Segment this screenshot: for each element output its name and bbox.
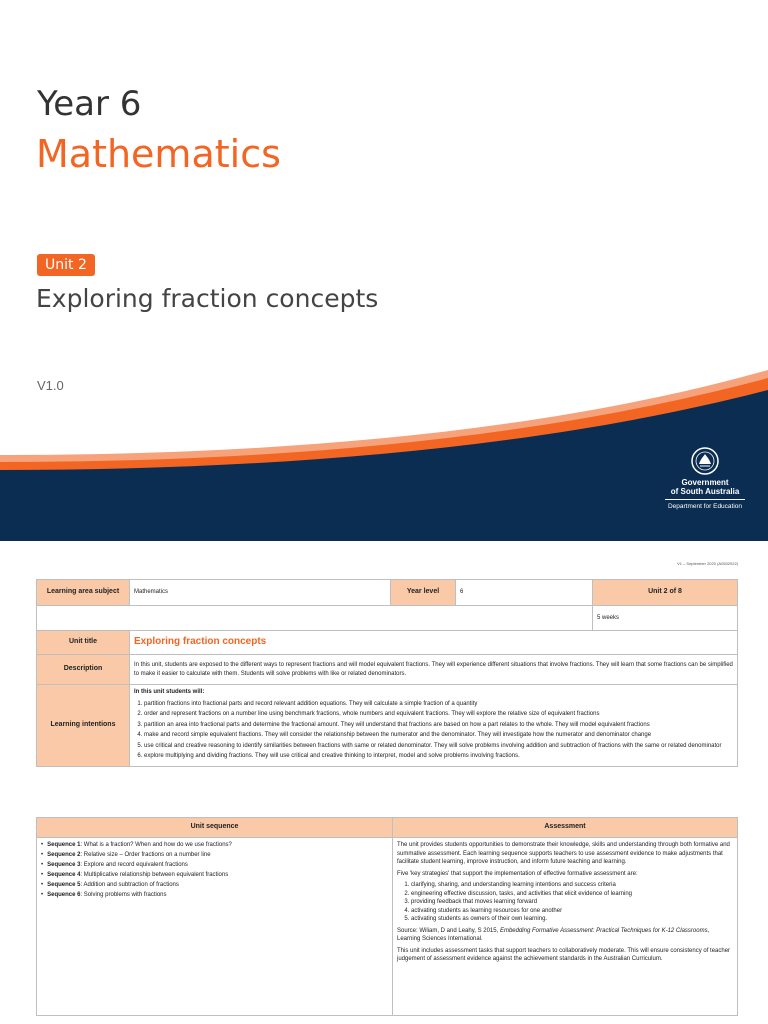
unit-plan-table: [36, 579, 738, 767]
list-item: 2. order and represent fractions on a number line using benchmark fractions, whole numbers and equivalent fractions. They will explore the relative size of equivalent fractions: [144, 710, 733, 719]
assessment-header: Assessment: [393, 818, 738, 838]
sequence-cell: [37, 838, 393, 1016]
list-item: 5. activating students as owners of their own learning.: [411, 915, 733, 924]
learning-intentions-label: Learning intentions: [37, 685, 130, 767]
subject-heading: Mathematics: [36, 132, 281, 176]
crest-icon: [690, 446, 720, 476]
list-item: 5. use critical and creative reasoning to identify similarities between fractions with same or related denominator. They will solve problems involving addition and subtraction of fractions with the same or related denominator: [144, 742, 733, 751]
list-item: 3. partition an area into fractional parts and determine the fractional amount. They will understand that fractions are based on how a part relates to the whole. They will model equivalent fractions: [144, 721, 733, 730]
list-item: • Sequence 3: Explore and record equivalent fractions: [41, 861, 388, 870]
cover-wave-graphic: [0, 360, 768, 541]
list-item: • Sequence 4: Multiplicative relationship between equivalent fractions: [41, 871, 388, 880]
list-item: 4. activating students as learning resources for one another: [411, 907, 733, 916]
assessment-paragraph-2: Five 'key strategies' that support the implementation of effective formative assessment are:: [397, 870, 638, 877]
sequence-assessment-table: [36, 817, 738, 1016]
government-logo: [665, 446, 745, 511]
source-citation: Source: Wiliam, D and Leahy, S 2015, Embedding Formative Assessment: Practical Techniques for K-12 Classrooms, Learning Sciences International.: [397, 927, 710, 942]
unit-title-value: Exploring fraction concepts: [130, 631, 738, 655]
assessment-paragraph-1: The unit provides students opportunities to demonstrate their knowledge, skills and understanding through both formative and summative assessment. Each learning sequence supports teachers to use assessment evidence to make adjustments that facilitate student learning, improve instruction, and inform future teaching and learning.: [397, 842, 730, 865]
learning-area-label: Learning area subject: [37, 580, 130, 606]
gov-line-1: Government: [681, 478, 729, 487]
list-item: • Sequence 1: What is a fraction? When and how do we use fractions?: [41, 841, 388, 850]
intentions-intro: In this unit students will:: [134, 689, 205, 695]
list-item: 4. make and record simple equivalent fractions. They will consider the relationship between the numerator and the denominator. They will investigate how the numerator and denominator change: [144, 731, 733, 740]
blank-cell: [37, 606, 593, 631]
year-heading: Year 6: [37, 84, 142, 124]
unit-plan-page: [0, 541, 768, 1024]
gov-line-2: of South Australia: [670, 487, 740, 496]
list-item: • Sequence 6: Solving problems with fractions: [41, 891, 388, 900]
unit-title-heading: Exploring fraction concepts: [36, 284, 379, 313]
list-item: 3. providing feedback that moves learning forward: [411, 898, 733, 907]
unit-sequence-header: Unit sequence: [37, 818, 393, 838]
unit-badge: Unit 2: [37, 254, 95, 276]
unit-of-label: Unit 2 of 8: [593, 580, 738, 606]
intentions-list: [144, 700, 733, 761]
list-item: 6. explore multiplying and dividing fractions. They will use critical and creative thinking to interpret, model and solve problems involving fractions.: [144, 752, 733, 761]
unit-title-label: Unit title: [37, 631, 130, 655]
list-item: 1. clarifying, sharing, and understanding learning intentions and success criteria: [411, 881, 733, 890]
list-item: 1. partition fractions into fractional parts and record relevant addition equations. They will calculate a simple fraction of a quantity: [144, 700, 733, 709]
list-item: • Sequence 2: Relative size – Order fractions on a number line: [41, 851, 388, 860]
version-label: V1.0: [37, 378, 64, 393]
sequence-list: [41, 841, 388, 900]
learning-area-value: Mathematics: [130, 580, 391, 606]
strategies-list: [411, 881, 733, 924]
description-label: Description: [37, 655, 130, 685]
duration-value: 5 weeks: [593, 606, 738, 631]
list-item: 2. engineering effective discussion, tasks, and activities that elicit evidence of learning: [411, 890, 733, 899]
logo-divider: [665, 499, 745, 500]
description-text: In this unit, students are exposed to the different ways to represent fractions and will model equivalent fractions. They will experience different situations that involve fractions. They will learn that some fractions can be simplified to make it easier to calculate with them. Students will solve problems with like or related denominators.: [130, 655, 738, 685]
list-item: • Sequence 5: Addition and subtraction of fractions: [41, 881, 388, 890]
version-note: V1 – September 2020 (A0532022): [677, 561, 738, 566]
year-level-label: Year level: [391, 580, 456, 606]
department-name: Department for Education: [667, 503, 743, 510]
assessment-paragraph-3: This unit includes assessment tasks that support teachers to collaboratively moderate. This will ensure consistency of teacher judgement of assessment evidence against the achievement standards in the Australian Curriculum.: [397, 947, 731, 962]
learning-intentions-cell: [130, 685, 738, 767]
year-level-value: 6: [456, 580, 593, 606]
assessment-cell: [393, 838, 738, 1016]
